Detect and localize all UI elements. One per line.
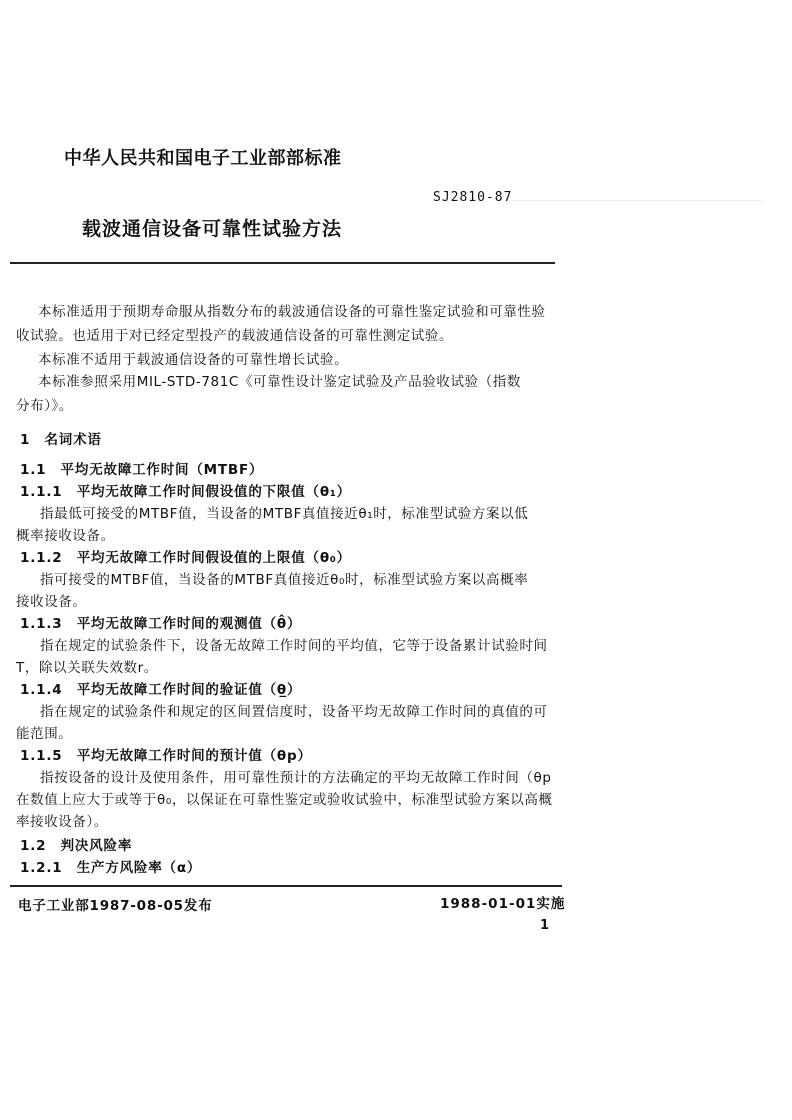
intro-paragraph-1-line-2: 收试验。也适用于对已经定型投产的载波通信设备的可靠性测定试验。 [16,328,454,344]
section-1-1-2-line-2: 接收设备。 [16,594,87,610]
section-1-1-2-line-1: 指可接受的MTBF值，当设备的MTBF真值接近θ₀时，标准型试验方案以高概率 [40,572,529,588]
section-1-1-5-line-3: 率接收设备）。 [16,814,108,830]
section-1-1-1-line-2: 概率接收设备。 [16,528,115,544]
section-heading-1-1-1: 1.1.1 平均无故障工作时间假设值的下限值（θ₁） [20,484,351,500]
intro-paragraph-3-line-2: 分布）》。 [16,398,73,414]
issuing-organization: 中华人民共和国电子工业部部标准 [64,148,342,169]
section-1-1-5-line-2: 在数值上应大于或等于θ₀，以保证在可靠性鉴定或验收试验中，标准型试验方案以高概 [16,792,553,808]
intro-paragraph-3-line-1: 本标准参照采用MIL-STD-781C《可靠性设计鉴定试验及产品验收试验（指数 [38,374,521,390]
footer-divider [10,885,562,887]
section-1-1-4-line-1: 指在规定的试验条件和规定的区间置信度时，设备平均无故障工作时间的真值的可 [40,704,548,720]
page-number: 1 [540,918,550,933]
standard-code: SJ2810-87 [433,190,513,205]
section-1-1-5-line-1: 指按设备的设计及使用条件，用可靠性预计的方法确定的平均无故障工作时间（θp [40,770,552,786]
intro-paragraph-2: 本标准不适用于载波通信设备的可靠性增长试验。 [38,352,349,368]
section-heading-1-1: 1.1 平均无故障工作时间（MTBF） [20,462,264,478]
section-heading-1-2-1: 1.2.1 生产方风险率（α） [20,860,202,876]
section-1-1-3-line-1: 指在规定的试验条件下，设备无故障工作时间的平均值，它等于设备累计试验时间 [40,638,548,654]
section-1-1-3-line-2: T，除以关联失效数r。 [16,660,158,676]
header-divider [10,262,555,264]
scan-artifact-line [512,200,762,201]
section-heading-1-1-4: 1.1.4 平均无故障工作时间的验证值（θ̲） [20,682,302,698]
section-heading-1-2: 1.2 判决风险率 [20,838,133,854]
effective-date: 1988-01-01实施 [440,896,566,912]
section-heading-1-1-2: 1.1.2 平均无故障工作时间假设值的上限值（θ₀） [20,550,351,566]
intro-paragraph-1-line-1: 本标准适用于预期寿命服从指数分布的载波通信设备的可靠性鉴定试验和可靠性验 [38,304,546,320]
section-1-1-1-line-1: 指最低可接受的MTBF值，当设备的MTBF真值接近θ₁时，标准型试验方案以低 [40,506,529,522]
section-heading-1-1-3: 1.1.3 平均无故障工作时间的观测值（θ̂） [20,616,302,632]
section-1-1-4-line-2: 能范围。 [16,726,73,742]
issue-date: 电子工业部1987-08-05发布 [18,898,213,914]
section-heading-1-1-5: 1.1.5 平均无故障工作时间的预计值（θp） [20,748,312,764]
section-heading-1: 1 名词术语 [20,432,102,448]
document-title: 载波通信设备可靠性试验方法 [82,218,343,240]
